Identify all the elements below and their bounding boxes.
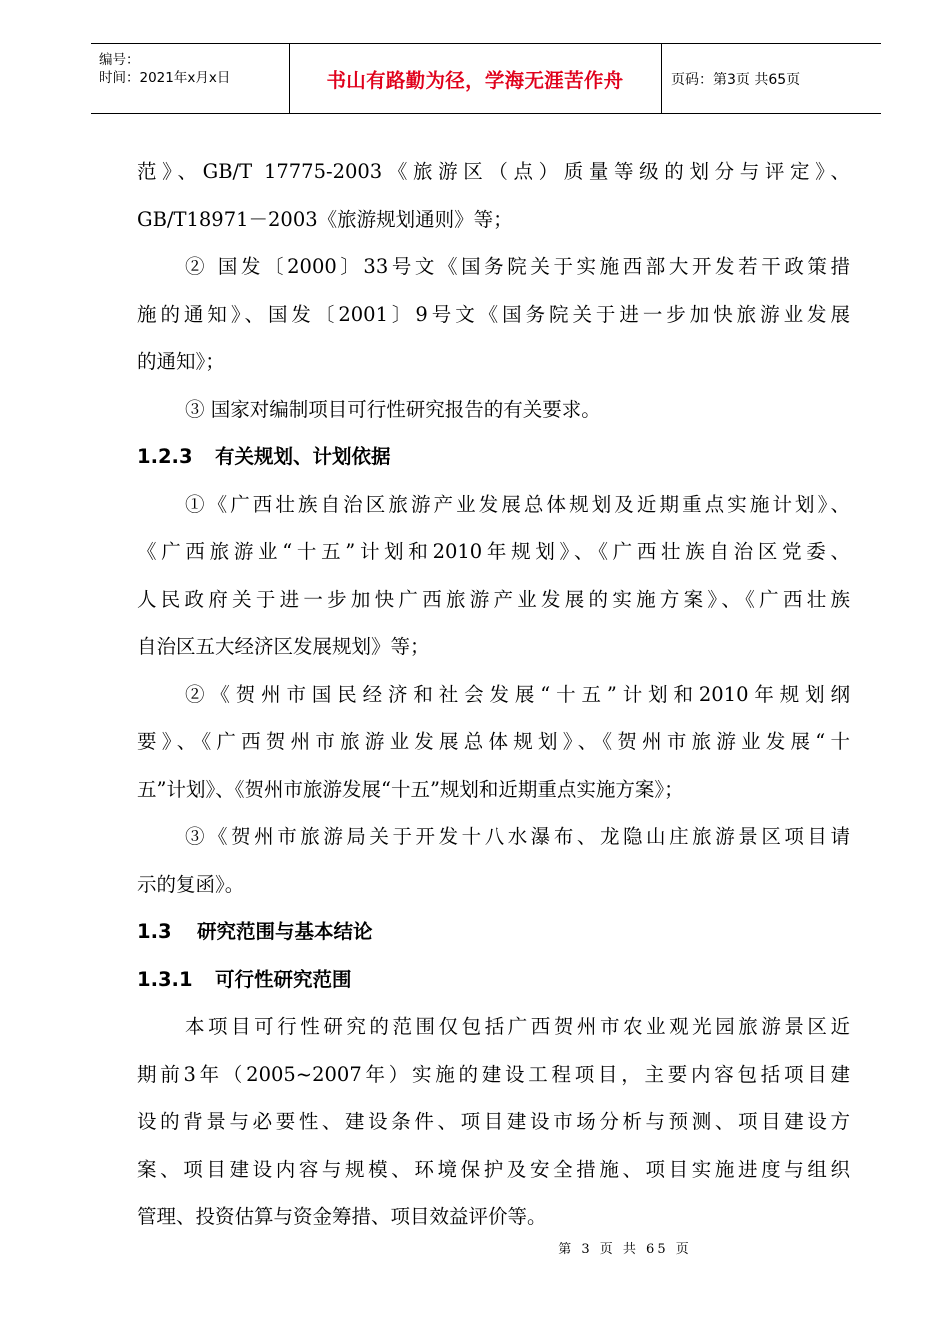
paragraph-line: GB/T18971－2003《旅游规划通则》等； — [137, 207, 513, 231]
paragraph-line: 案、项目建设内容与规模、环境保护及安全措施、项目实施进度与组织 — [137, 1157, 850, 1181]
paragraph-line: 自治区五大经济区发展规划》等； — [137, 635, 430, 658]
header-motto: 书山有路勤为径，学海无涯苦作舟 — [289, 44, 662, 113]
paragraph-line: 范》、GB/T 17775-2003《旅游区（点）质量等级的划分与评定》、 — [137, 160, 850, 183]
paragraph-line: ①《广西壮族自治区旅游产业发展总体规划及近期重点实施计划》、 — [185, 492, 850, 516]
paragraph-line: 管理、投资估算与资金筹措、项目效益评价等。 — [137, 1205, 547, 1228]
section-number: 1.3 — [137, 920, 172, 943]
paragraph-line: ③ 国家对编制项目可行性研究报告的有关要求。 — [185, 397, 601, 421]
paragraph-line: ②《贺州市国民经济和社会发展“十五”计划和2010年规划纲 — [185, 682, 850, 706]
paragraph-line: 的通知》； — [137, 350, 225, 373]
paragraph-line: 要》、《广西贺州市旅游业发展总体规划》、《贺州市旅游业发展“十 — [137, 730, 850, 753]
section-number: 1.3.1 — [137, 967, 193, 991]
paragraph-line: 本项目可行性研究的范围仅包括广西贺州市农业观光园旅游景区近 — [185, 1015, 850, 1038]
document-time-label: 时间：2021年x月x日 — [99, 70, 231, 86]
paragraph-line: 施的通知》、国发〔2001〕9号文《国务院关于进一步加快旅游业发展 — [137, 302, 850, 326]
paragraph-line: ③《贺州市旅游局关于开发十八水瀑布、龙隐山庄旅游景区项目请 — [185, 825, 850, 848]
header-page-number: 页码：第3页 共65页 — [671, 71, 801, 88]
footer-page-number: 第 3 页 共 65 页 — [558, 1242, 692, 1257]
paragraph-line: 五”计划》、《贺州市旅游发展“十五”规划和近期重点实施方案》； — [137, 777, 684, 801]
section-number: 1.2.3 — [137, 445, 193, 468]
document-body — [137, 148, 850, 1241]
section-title: 研究范围与基本结论 — [197, 920, 373, 943]
paragraph-line: ② 国发〔2000〕33号文《国务院关于实施西部大开发若干政策措 — [185, 255, 850, 278]
paragraph-line: 人民政府关于进一步加快广西旅游产业发展的实施方案》、《广西壮族 — [137, 587, 850, 611]
paragraph-line: 设的背景与必要性、建设条件、项目建设市场分析与预测、项目建设方 — [137, 1110, 850, 1133]
document-code-label: 编号： — [99, 52, 140, 68]
paragraph-line: 期前3年（2005~2007年）实施的建设工程项目，主要内容包括项目建 — [137, 1062, 850, 1086]
section-title: 可行性研究范围 — [215, 967, 352, 991]
section-heading-1-3 — [137, 908, 850, 956]
section-title: 有关规划、计划依据 — [215, 445, 391, 468]
section-heading-1-2-3 — [137, 433, 850, 481]
page-header — [91, 43, 881, 114]
header-meta — [91, 44, 290, 113]
page-footer — [0, 1238, 950, 1257]
paragraph-line: 《广西旅游业“十五”计划和2010年规划》、《广西壮族自治区党委、 — [137, 540, 850, 563]
paragraph-line: 示的复函》。 — [137, 872, 245, 896]
section-heading-1-3-1 — [137, 956, 850, 1004]
